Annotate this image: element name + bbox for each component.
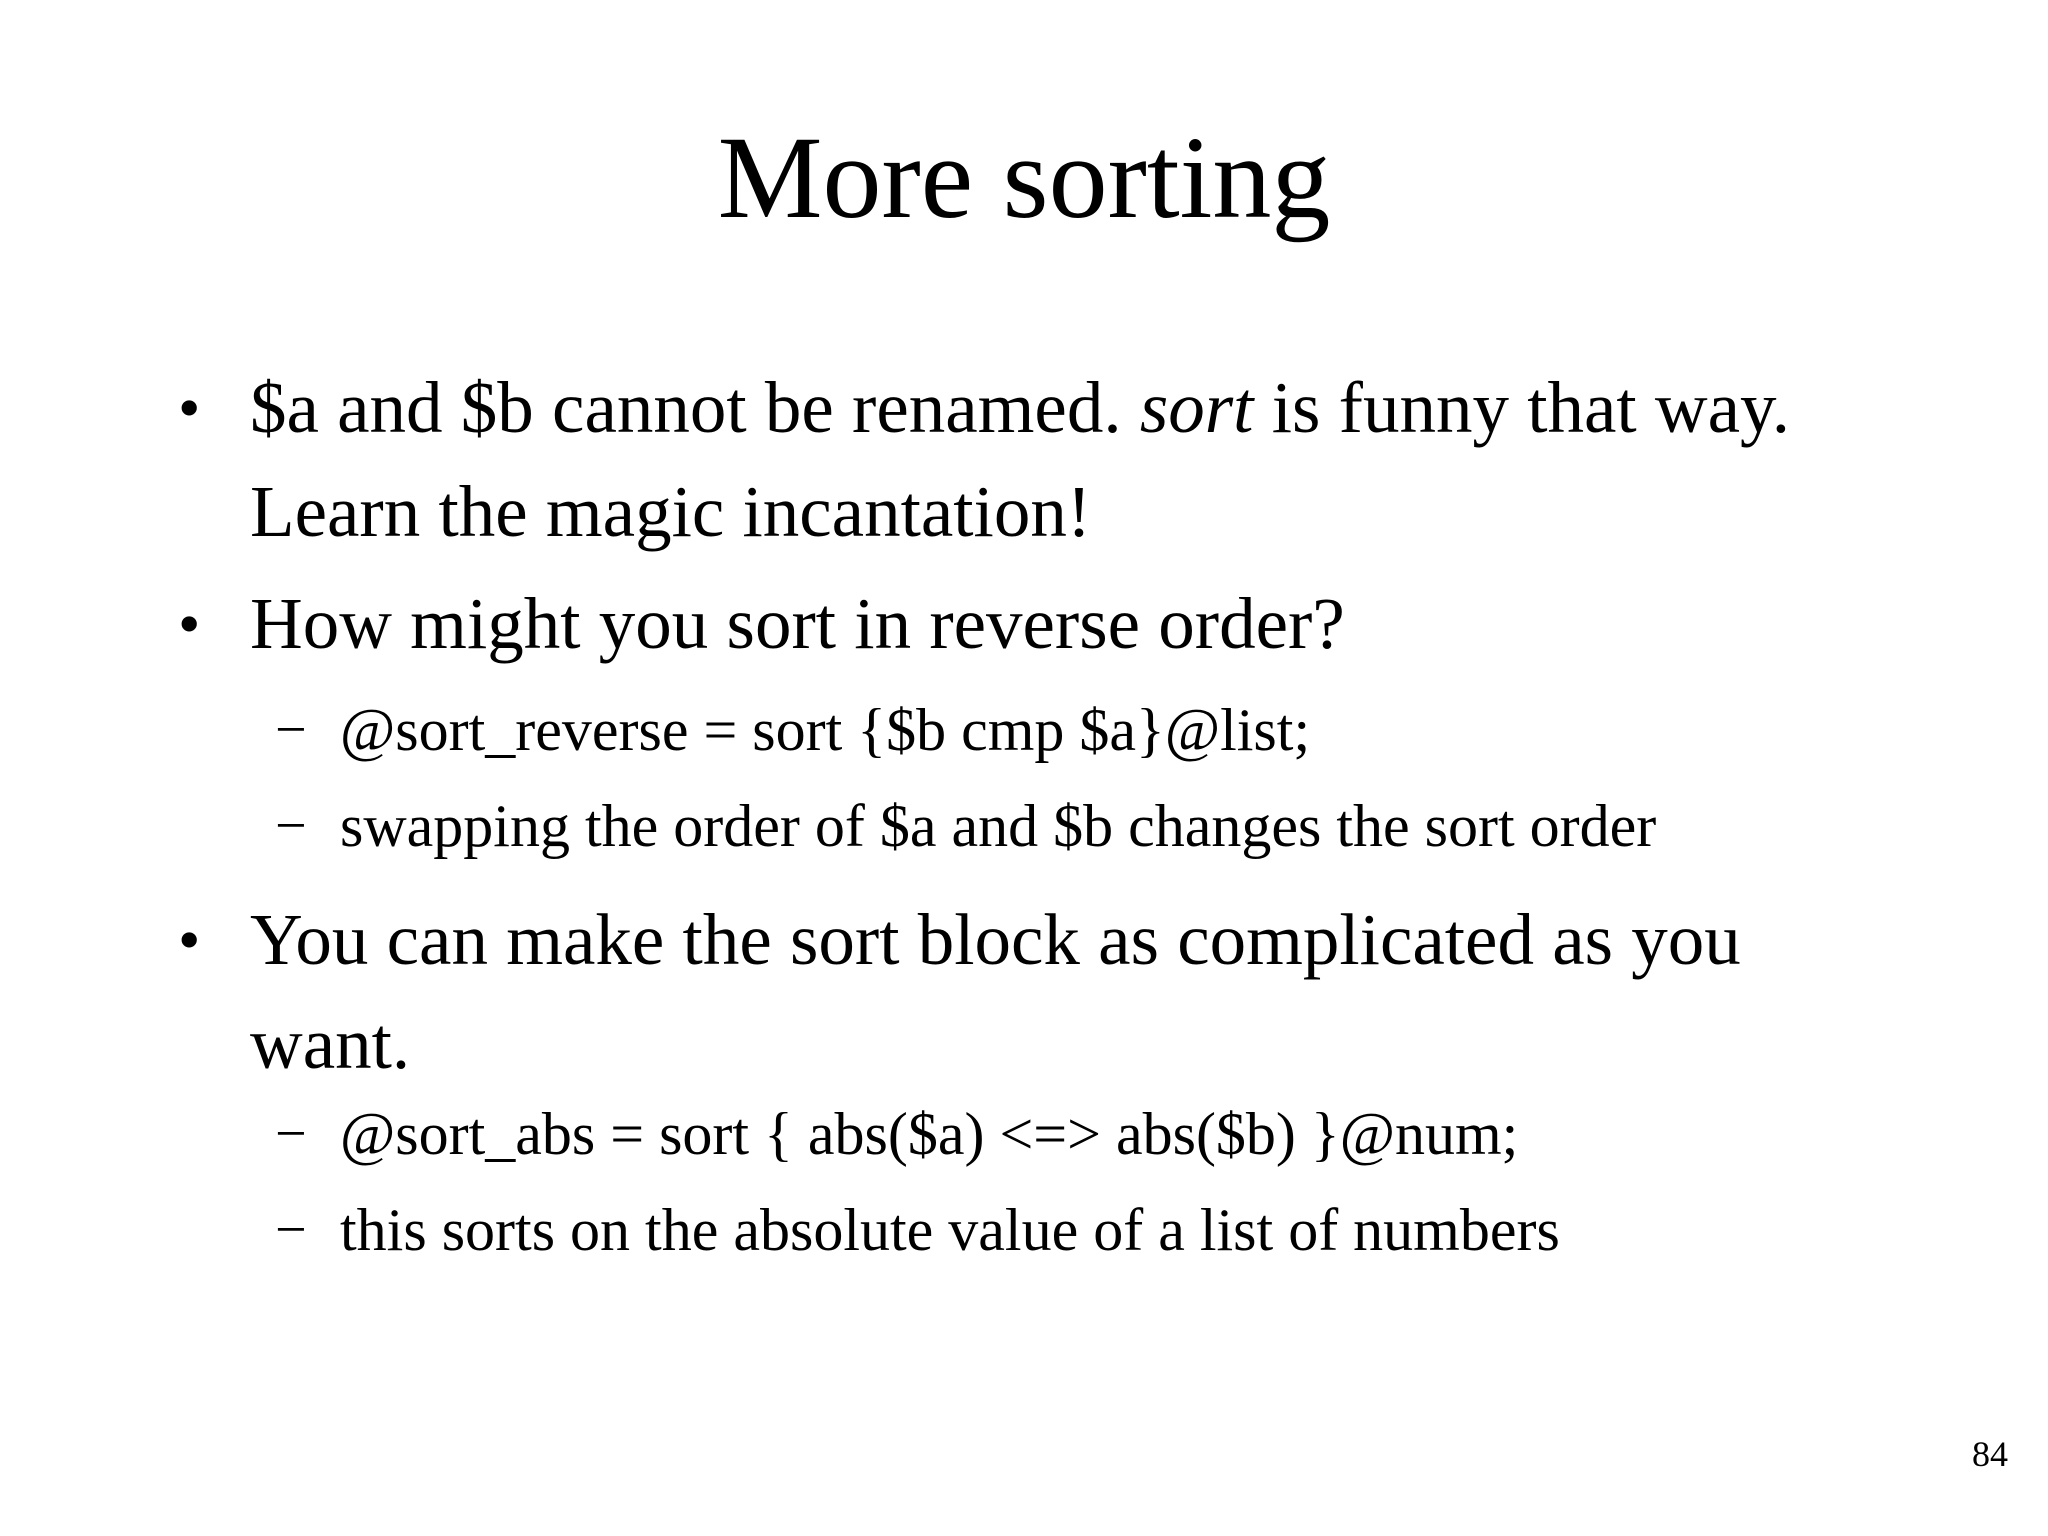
sub-bullet-text: @sort_reverse = sort {$b cmp $a}@list; [340, 697, 1311, 763]
bullet-icon: • [178, 904, 201, 975]
sub-bullet-text: this sorts on the absolute value of a list of numbers [340, 1197, 1560, 1263]
sub-bullet-text: @sort_abs = sort { abs($a) <=> abs($b) }@num; [340, 1101, 1519, 1167]
dash-icon: − [275, 699, 307, 761]
bullet-text: $a and $b cannot be renamed. sort is funny that way. Learn the magic incantation! [250, 367, 1791, 552]
sort-keyword: sort [1139, 367, 1254, 448]
dash-icon: − [275, 1103, 307, 1165]
bullet-text: You can make the sort block as complicated as you want. [250, 899, 1741, 1084]
slide-title: More sorting [717, 112, 1331, 243]
bullet-icon: • [178, 588, 201, 659]
bullet-text: How might you sort in reverse order? [250, 583, 1345, 664]
dash-icon: − [275, 1199, 307, 1261]
dash-icon: − [275, 795, 307, 857]
bullet-icon: • [178, 372, 201, 443]
sub-bullet-text: swapping the order of $a and $b changes the sort order [340, 793, 1657, 859]
page-number: 84 [1972, 1434, 2008, 1474]
